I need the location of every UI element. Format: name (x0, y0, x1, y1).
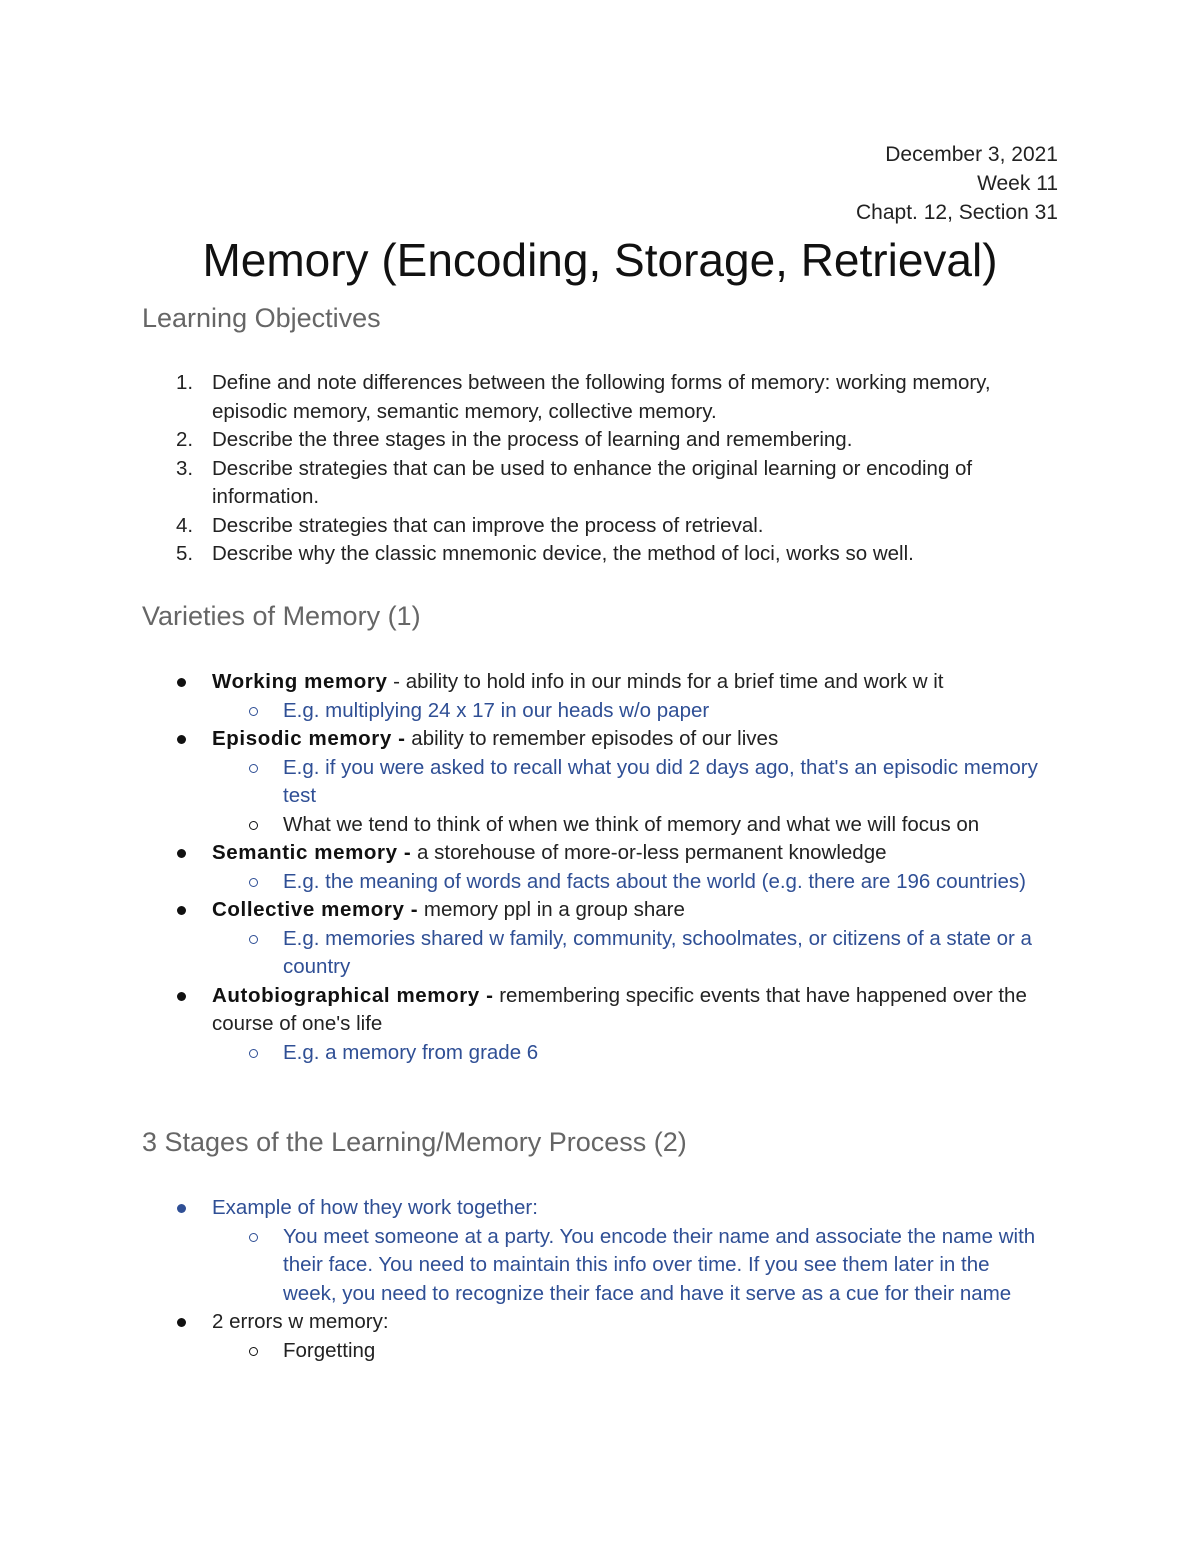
varieties-list (0, 668, 1060, 1067)
date-line: December 3, 2021 (885, 143, 1058, 166)
bullet-dot-icon (177, 849, 186, 858)
bullet-dot-icon (177, 678, 186, 687)
list-item-working-memory: Working memory - ability to hold info in our minds for a brief time and work w it (0, 668, 1060, 697)
document-title: Memory (Encoding, Storage, Retrieval) (202, 234, 998, 286)
list-item-example: E.g. a memory from grade 6 (0, 1039, 1060, 1068)
varieties-heading: Varieties of Memory (1) (142, 601, 421, 631)
stages-heading: 3 Stages of the Learning/Memory Process (2) (142, 1127, 687, 1157)
list-item-example: E.g. multiplying 24 x 17 in our heads w/o paper (0, 697, 1060, 726)
list-item-collective-memory: Collective memory - memory ppl in a group share (0, 896, 1060, 925)
bullet-dot-icon (177, 1204, 186, 1213)
list-item-example: You meet someone at a party. You encode their name and associate the name with their face. You need to maintain this info over time. If you see them later in the week, you need to recognize their face and have it serve as a cue for their name (0, 1223, 1043, 1309)
list-item-example: E.g. if you were asked to recall what you did 2 days ago, that's an episodic memory test (0, 754, 1060, 811)
list-item-example-heading: Example of how they work together: (0, 1194, 1060, 1223)
chapter-line: Chapt. 12, Section 31 (856, 201, 1058, 224)
list-item-autobiographical-memory: Autobiographical memory - remembering specific events that have happened over the course of one's life (0, 982, 1060, 1039)
list-item-example: E.g. the meaning of words and facts about the world (e.g. there are 196 countries) (0, 868, 1060, 897)
bullet-ring-icon (249, 935, 258, 944)
bullet-dot-icon (177, 735, 186, 744)
objective-item: 5. Describe why the classic mnemonic device, the method of loci, works so well. (176, 542, 914, 565)
bullet-ring-icon (249, 1233, 258, 1242)
bullet-ring-icon (249, 821, 258, 830)
objective-item: 4. Describe strategies that can improve the process of retrieval. (176, 513, 764, 537)
learning-objectives-list (0, 369, 1060, 569)
objective-item: 3. Describe strategies that can be used to enhance the original learning or encoding of information. (176, 456, 973, 508)
bullet-dot-icon (177, 1318, 186, 1327)
bullet-ring-icon (249, 1049, 258, 1058)
stages-list (0, 1194, 1060, 1365)
objective-item: 1. Define and note differences between the following forms of memory: working memory, episodic memory, semantic memory, collective memory. (176, 371, 991, 423)
objective-item: 2. Describe the three stages in the process of learning and remembering. (176, 428, 853, 451)
list-item-episodic-memory: Episodic memory - ability to remember episodes of our lives (0, 725, 1060, 754)
list-item-semantic-memory: Semantic memory - a storehouse of more-or-less permanent knowledge (0, 839, 1060, 868)
bullet-ring-icon (249, 707, 258, 716)
bullet-ring-icon (249, 764, 258, 773)
list-item-errors: 2 errors w memory: (0, 1308, 1060, 1337)
list-item-note: What we tend to think of when we think of memory and what we will focus on (0, 811, 1060, 840)
bullet-dot-icon (177, 992, 186, 1001)
learning-objectives-heading: Learning Objectives (142, 303, 381, 333)
list-item-example: E.g. memories shared w family, community, schoolmates, or citizens of a state or a country (0, 925, 1060, 982)
list-item-forgetting: Forgetting (0, 1337, 1060, 1366)
header-info (856, 140, 1058, 227)
bullet-dot-icon (177, 906, 186, 915)
week-line: Week 11 (977, 172, 1058, 195)
bullet-ring-icon (249, 878, 258, 887)
bullet-ring-icon (249, 1347, 258, 1356)
